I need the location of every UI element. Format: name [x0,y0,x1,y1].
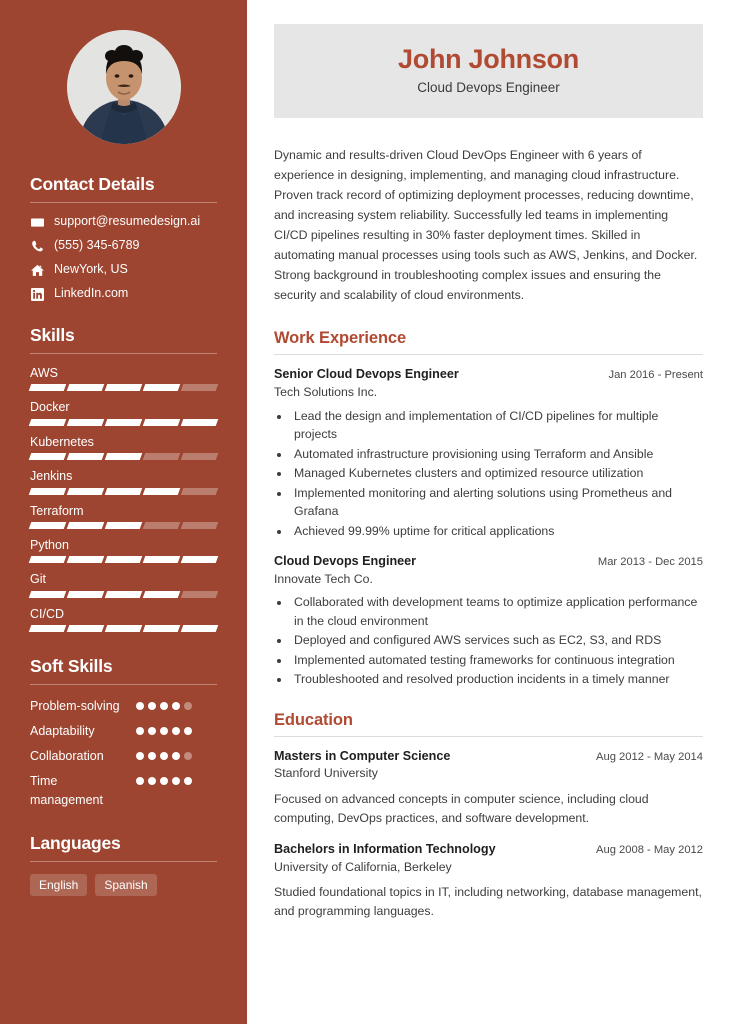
skill-segment [29,556,67,563]
contact-item-location[interactable] [30,263,217,277]
experience-date-range: Mar 2013 - Dec 2015 [597,555,703,568]
skill-segment [67,453,105,460]
skill-segment [143,384,181,391]
soft-skill-dot [148,777,156,785]
skill-label: Jenkins [30,469,73,484]
education-entry [274,748,703,828]
skill-segment [67,522,105,529]
language-tag[interactable]: Spanish [95,874,156,896]
education-institution: University of California, Berkeley [274,859,452,874]
skill-segment [67,384,105,391]
skill-segment [143,591,181,598]
skill-segment [29,453,67,460]
skill-segment [105,556,143,563]
envelope-icon [30,215,44,229]
skill-row [30,400,217,425]
skill-segment [181,384,219,391]
heading-divider [274,736,703,737]
education-description: Focused on advanced concepts in computer science, including cloud computing, DevOps practices, and software development. [274,791,649,825]
soft-skills-section [30,656,217,809]
education-degree: Bachelors in Information Technology [274,842,496,856]
skill-segment [181,488,219,495]
experience-bullet-list [291,407,703,540]
soft-skill-dot [172,702,180,710]
skill-segment [29,625,67,632]
skill-segment [67,419,105,426]
soft-skill-dot [172,752,180,760]
soft-skill-dot [172,777,180,785]
skill-level-bar [30,522,217,529]
education-date-range: Aug 2012 - May 2014 [596,750,703,763]
soft-skill-dot [184,727,192,735]
professional-summary: Dynamic and results-driven Cloud DevOps Engineer with 6 years of experience in designing, implementing, and managing cloud infrastructure. Proven track record of optimizing deployment processes, reducing downtime, and increasing system reliability. Successfully led teams in implementing CI/CD pipelines resulting in 30% faster deployment times. Skilled in automating manual processes using tools such as AWS, Jenkins, and Docker. Strong background in troubleshooting complex issues and ensuring the security and scalability of cloud environments. [274,148,698,302]
work-experience-list [274,366,703,688]
page-title: John Johnson [398,44,579,74]
education-degree: Masters in Computer Science [274,748,451,763]
skill-level-bar [30,419,217,426]
sidebar [0,0,247,1024]
experience-bullet: • Implemented automated testing frameworks for continuous integration [291,651,703,669]
skill-label: Git [30,572,46,587]
experience-bullet: • Troubleshooted and resolved production incidents in a timely manner [291,670,703,688]
contact-list [30,215,217,301]
education-section [274,711,703,922]
avatar-wrapper [30,30,217,144]
soft-skill-dot [184,777,192,785]
skill-level-bar [30,384,217,391]
skill-segment [143,556,181,563]
experience-bullet: • Managed Kubernetes clusters and optimized resource utilization [291,464,703,482]
skill-row [30,435,217,460]
soft-skill-dot [136,727,144,735]
skill-row [30,366,217,391]
skill-segment [143,453,181,460]
skill-segment [181,625,219,632]
skill-segment [105,591,143,598]
skill-segment [181,522,219,529]
main-content [247,0,730,1024]
contact-email-label: support@resumedesign.ai [54,214,201,229]
skill-segment [67,591,105,598]
education-institution: Stanford University [274,766,378,781]
experience-bullet: • Achieved 99.99% uptime for critical applications [291,522,703,540]
skill-level-bar [30,488,217,495]
soft-skill-label: Time management [30,774,103,807]
skill-segment [143,625,181,632]
soft-skills-heading: Soft Skills [30,656,113,676]
skill-segment [29,488,67,495]
soft-skill-dot [136,702,144,710]
education-description: Studied foundational topics in IT, including networking, database management, and programming languages. [274,885,702,919]
education-date-range: Aug 2008 - May 2012 [596,844,703,856]
skill-level-bar [30,556,217,563]
experience-job-title: Senior Cloud Devops Engineer [274,367,459,382]
skill-segment [29,522,67,529]
heading-divider [274,354,703,355]
soft-skill-dot [136,777,144,785]
skill-label: Kubernetes [30,434,94,449]
skill-level-bar [30,453,217,460]
experience-entry [274,366,703,539]
education-entry-header [274,841,703,858]
experience-entry-header [274,553,703,570]
profile-photo-illustration [67,30,181,144]
experience-job-title: Cloud Devops Engineer [274,553,417,568]
experience-bullet: • Collaborated with development teams to optimize application performance in the cloud environment [291,593,703,630]
skill-level-bar [30,591,217,598]
soft-skill-row [30,772,217,808]
education-entry-header [274,748,703,765]
experience-entry-header [274,366,703,383]
experience-bullet: • Lead the design and implementation of CI/CD pipelines for multiple projects [291,407,703,444]
heading-divider [30,861,217,862]
soft-skills-list [30,697,217,809]
contact-linkedin-label: LinkedIn.com [54,286,129,301]
home-icon [30,263,44,277]
skill-segment [105,384,143,391]
experience-bullet-list [291,593,703,688]
heading-divider [30,353,217,354]
skill-row [30,538,217,563]
soft-skill-dot [160,752,168,760]
skill-segment [105,522,143,529]
heading-divider [30,684,217,685]
experience-company: Tech Solutions Inc. [274,385,378,400]
skill-row [30,607,217,632]
education-entry [274,841,703,921]
skill-segment [143,522,181,529]
skill-segment [105,625,143,632]
soft-skill-label: Collaboration [30,749,104,764]
soft-skill-label: Problem-solving [30,699,120,713]
education-heading: Education [274,710,353,729]
soft-skill-label: Adaptability [30,724,95,739]
soft-skill-dot [148,702,156,710]
work-experience-heading: Work Experience [274,329,407,348]
name-card [274,24,703,118]
skill-segment [181,556,219,563]
soft-skill-dot [148,727,156,735]
avatar [67,30,181,144]
contact-phone-label: (555) 345-6789 [54,238,140,253]
skill-row [30,572,217,597]
soft-skill-dot [160,777,168,785]
experience-entry [274,553,703,689]
skill-row [30,504,217,529]
work-experience-section [274,329,703,688]
skills-list [30,366,217,632]
skill-segment [67,625,105,632]
languages-list [30,874,217,896]
soft-skill-row [30,697,217,715]
soft-skill-dot [160,727,168,735]
experience-bullet: • Deployed and configured AWS services such as EC2, S3, and RDS [291,631,703,649]
languages-section [30,833,217,896]
skills-section [30,325,217,632]
skill-segment [105,453,143,460]
soft-skill-rating [136,722,196,735]
contact-location-label: NewYork, US [54,262,128,277]
skill-segment [67,556,105,563]
education-list [274,748,703,922]
contact-item-linkedin[interactable] [30,287,217,301]
job-title: Cloud Devops Engineer [417,80,560,96]
skills-heading: Skills [30,325,75,345]
skill-segment [67,488,105,495]
skill-segment [105,419,143,426]
skill-segment [29,419,67,426]
skill-segment [29,384,67,391]
soft-skill-rating [136,747,196,760]
soft-skill-dot [172,727,180,735]
skill-segment [105,488,143,495]
skill-label: AWS [30,366,59,380]
experience-bullet: • Automated infrastructure provisioning using Terraform and Ansible [291,445,703,463]
skill-level-bar [30,625,217,632]
contact-item-email[interactable] [30,215,217,229]
skill-segment [29,591,67,598]
phone-icon [30,239,44,253]
experience-company: Innovate Tech Co. [274,571,373,586]
soft-skill-dot [160,702,168,710]
contact-details-heading: Contact Details [30,174,155,194]
soft-skill-rating [136,772,196,785]
skill-label: Docker [30,400,70,415]
soft-skill-dot [136,752,144,760]
linkedin-icon [30,287,44,301]
soft-skill-row [30,722,217,740]
skill-segment [181,453,219,460]
skill-segment [181,591,219,598]
skill-label: Python [30,537,69,552]
skill-segment [143,419,181,426]
skill-label: CI/CD [30,606,65,621]
soft-skill-dot [184,752,192,760]
skill-label: Terraform [30,503,84,518]
contact-details-section [30,174,217,301]
experience-bullet: • Implemented monitoring and alerting solutions using Prometheus and Grafana [291,484,703,521]
heading-divider [30,202,217,203]
soft-skill-row [30,747,217,765]
languages-heading: Languages [30,832,121,853]
skill-row [30,469,217,494]
language-tag[interactable]: English [30,874,87,896]
soft-skill-dot [184,702,192,710]
skill-segment [181,419,219,426]
soft-skill-rating [136,697,196,710]
skill-segment [143,488,181,495]
soft-skill-dot [148,752,156,760]
experience-date-range: Jan 2016 - Present [608,369,703,382]
contact-item-phone[interactable] [30,239,217,253]
